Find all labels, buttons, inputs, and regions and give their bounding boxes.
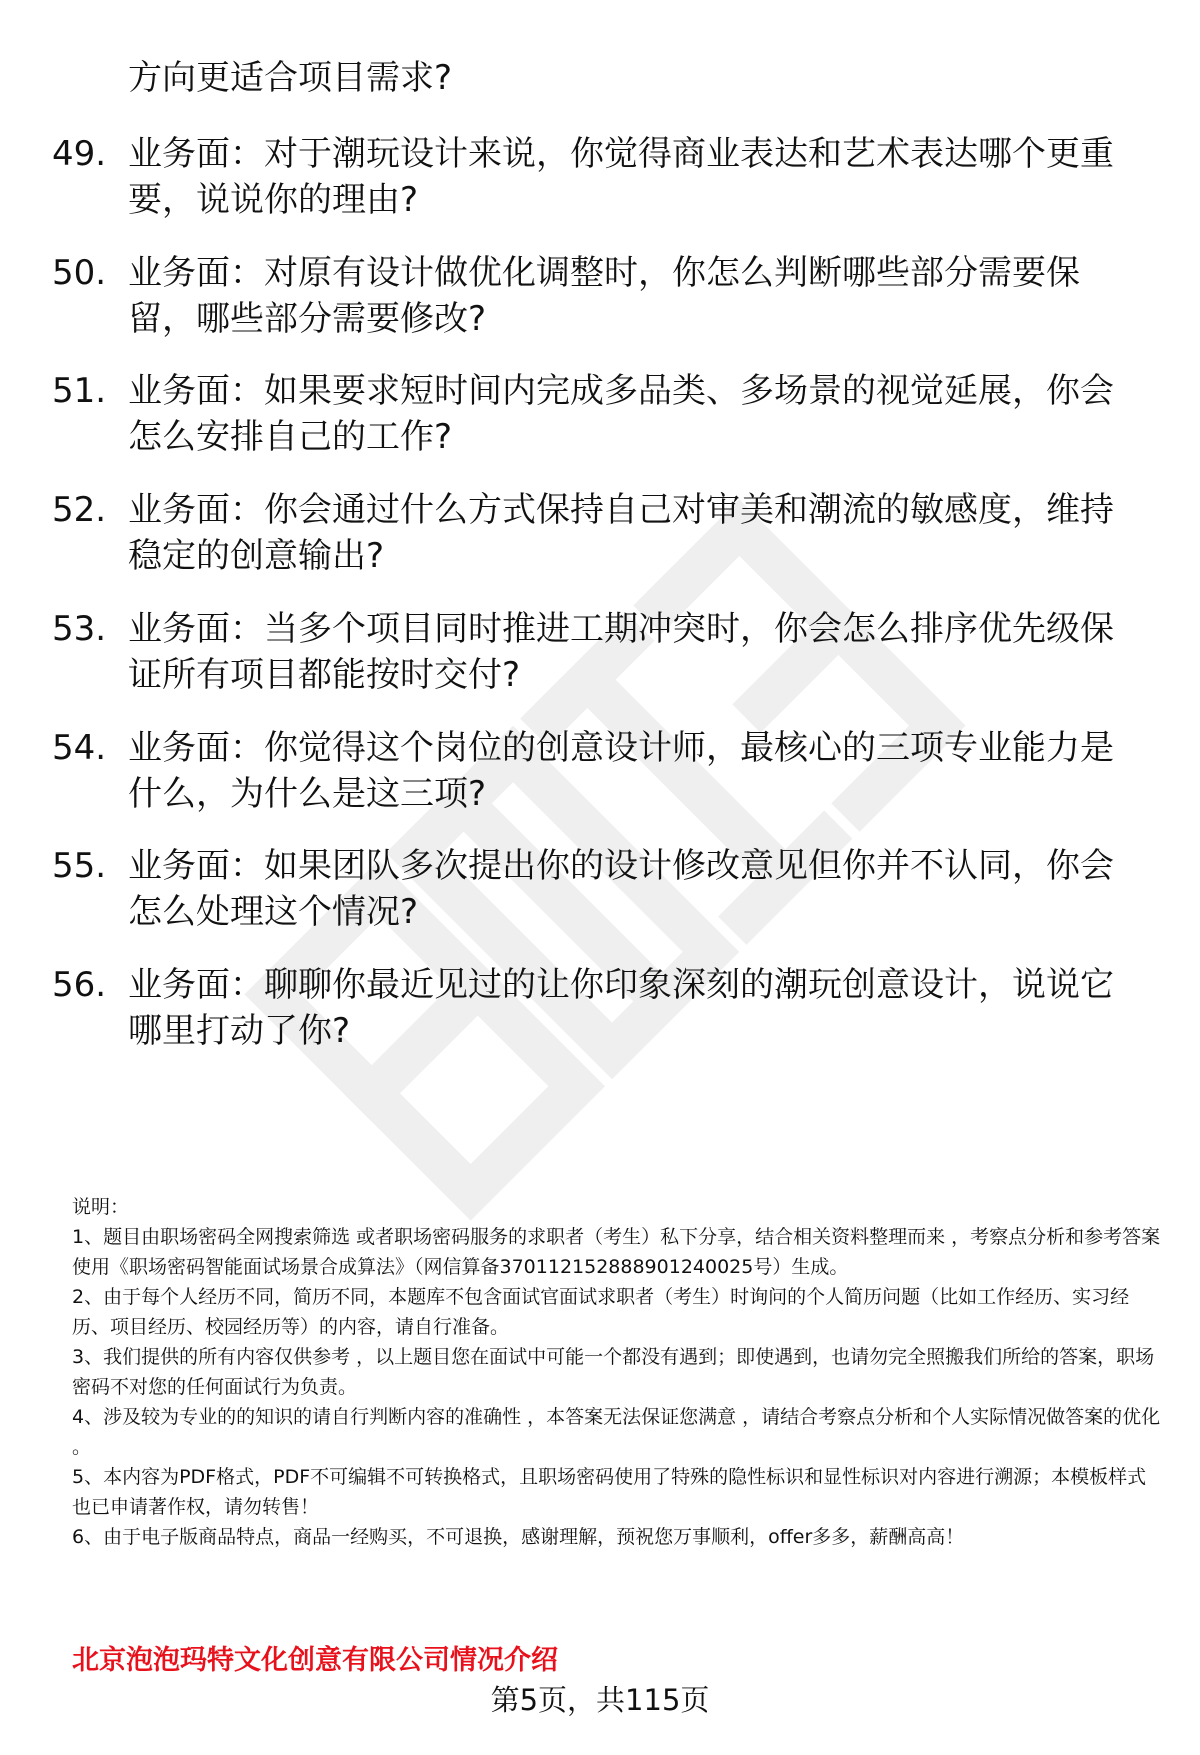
question-number: 49. (52, 134, 107, 174)
question-text: 业务面：你会通过什么方式保持自己对审美和潮流的敏感度，维持稳定的创意输出? (128, 490, 1114, 576)
question-number: 56. (52, 965, 107, 1005)
note-item: 5、本内容为PDF格式，PDF不可编辑不可转换格式，且职场密码使用了特殊的隐性标识和显性标识对内容进行溯源；本模板样式也已申请著作权，请勿转售！ (72, 1466, 1147, 1518)
notes-section (72, 1192, 1162, 1552)
note-item: 3、我们提供的所有内容仅供参考 ，以上题目您在面试中可能一个都没有遇到；即使遇到，也请勿完全照搬我们所给的答案，职场密码不对您的任何面试行为负责。 (72, 1346, 1155, 1398)
question-number: 53. (52, 609, 107, 649)
question-text: 业务面：如果团队多次提出你的设计修改意见但你并不认同，你会怎么处理这个情况? (128, 846, 1114, 932)
note-item: 2、由于每个人经历不同，简历不同，本题库不包含面试官面试求职者（考生）时询问的个人简历问题（比如工作经历、实习经历、项目经历、校园经历等）的内容，请自行准备。 (72, 1286, 1130, 1338)
question-number: 54. (52, 728, 107, 768)
question-number: 52. (52, 490, 107, 530)
question-text: 业务面：对原有设计做优化调整时，你怎么判断哪些部分需要保留，哪些部分需要修改? (128, 253, 1080, 339)
company-title: 北京泡泡玛特文化创意有限公司情况介绍 (72, 1645, 558, 1676)
question-number: 50. (52, 253, 107, 293)
question-number: 51. (52, 371, 107, 411)
question-text: 业务面：对于潮玩设计来说，你觉得商业表达和艺术表达哪个更重要，说说你的理由? (128, 134, 1114, 220)
note-item: 1、题目由职场密码全网搜索筛选 或者职场密码服务的求职者（考生）私下分享，结合相关资料整理而来 ，考察点分析和参考答案使用《职场密码智能面试场景合成算法》（网信算备370112152888901240025号）生成。 (72, 1226, 1161, 1278)
question-continuation: 方向更适合项目需求? (128, 58, 453, 98)
notes-title: 说明： (72, 1196, 130, 1218)
question-text: 业务面：你觉得这个岗位的创意设计师，最核心的三项专业能力是什么，为什么是这三项? (128, 728, 1114, 814)
question-text: 业务面：如果要求短时间内完成多品类、多场景的视觉延展，你会怎么安排自己的工作? (128, 371, 1114, 457)
note-item: 6、由于电子版商品特点，商品一经购买，不可退换，感谢理解，预祝您万事顺利，offer多多，薪酬高高！ (72, 1526, 965, 1548)
question-text: 业务面：聊聊你最近见过的让你印象深刻的潮玩创意设计，说说它哪里打动了你? (128, 965, 1114, 1051)
question-text: 业务面：当多个项目同时推进工期冲突时，你会怎么排序优先级保证所有项目都能按时交付? (128, 609, 1114, 695)
page-indicator: 第5页，共115页 (490, 1683, 710, 1717)
note-item: 4、涉及较为专业的的知识的请自行判断内容的准确性 ，本答案无法保证您满意 ，请结合考察点分析和个人实际情况做答案的优化 。 (72, 1406, 1161, 1458)
question-number: 55. (52, 846, 107, 886)
